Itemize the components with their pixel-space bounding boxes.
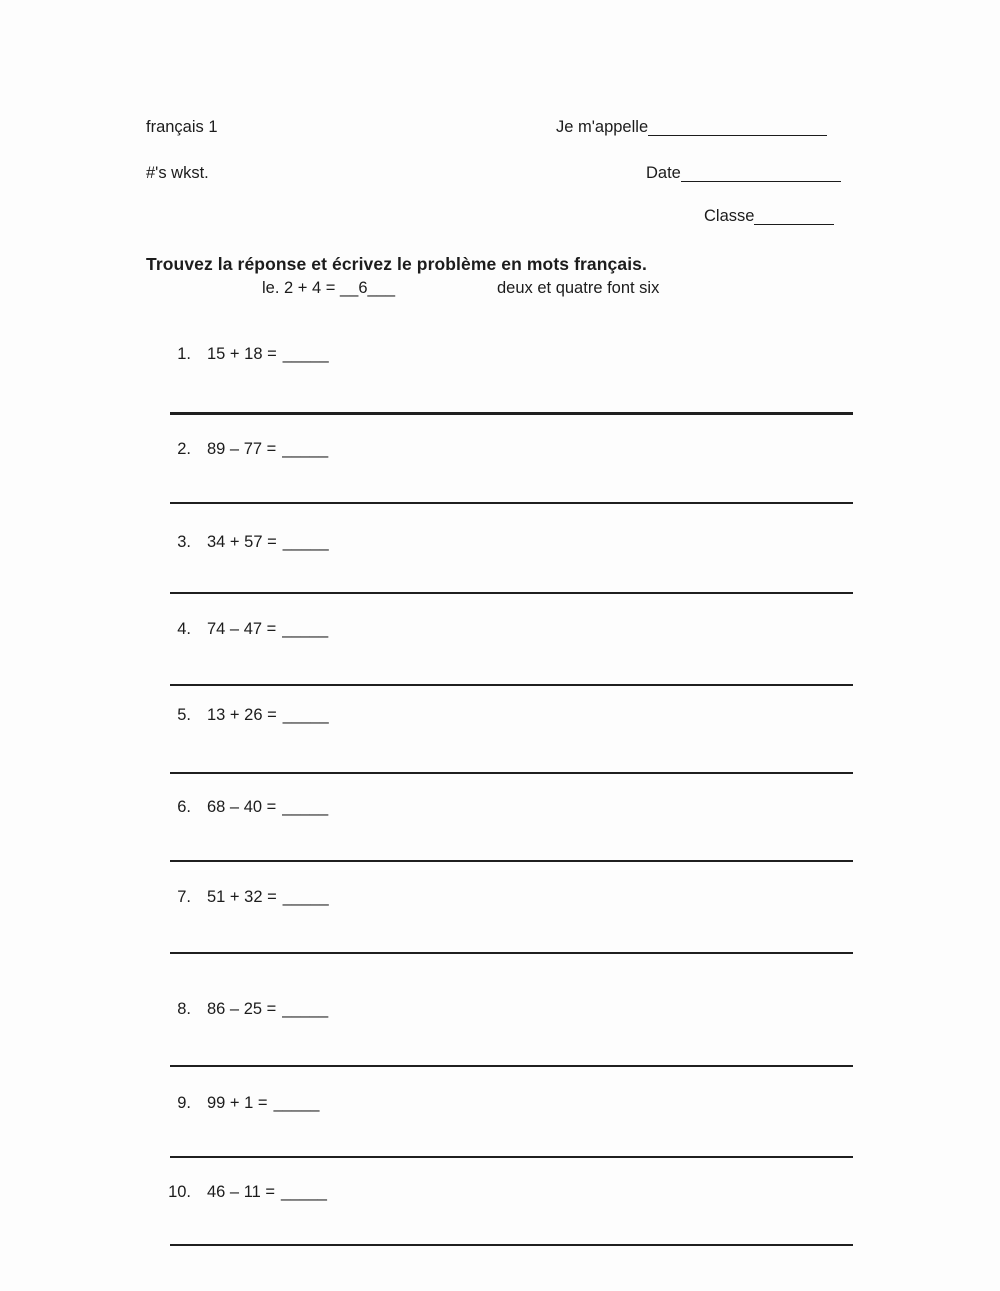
problem-expression: 46 – 11 = [207,1183,276,1201]
problem-expression: 74 – 47 = [207,620,277,638]
example-problem: le. 2 + 4 = __6___ [262,279,396,297]
answer-blank: _____ [282,798,329,816]
class-field [704,207,834,226]
problem-expression: 99 + 1 = [207,1094,268,1112]
problem-row-8 [146,1000,328,1019]
problem-number: 6. [177,798,191,816]
course-label: français 1 [146,118,218,136]
answer-line-7 [170,952,853,954]
problem-expression: 51 + 32 = [207,888,277,906]
answer-line-6 [170,860,853,862]
problem-row-5 [146,706,329,725]
answer-blank: _____ [273,1094,320,1112]
date-blank-line [681,181,841,182]
problem-number: 5. [177,706,191,724]
problem-number: 4. [177,620,191,638]
answer-blank: _____ [282,888,329,906]
answer-line-4 [170,684,853,686]
answer-line-5 [170,772,853,774]
answer-blank: _____ [282,706,329,724]
answer-blank: _____ [282,440,329,458]
problem-row-4 [146,620,328,639]
answer-blank: _____ [282,620,329,638]
answer-line-10 [170,1244,853,1246]
problem-number: 3. [177,533,191,551]
problem-number: 7. [177,888,191,906]
problem-row-1 [146,345,329,364]
answer-blank: _____ [282,345,329,363]
problem-number: 9. [177,1094,191,1112]
problem-expression: 15 + 18 = [207,345,277,363]
answer-blank: _____ [282,1000,329,1018]
name-label: Je m'appelle [556,118,649,136]
problem-expression: 13 + 26 = [207,706,277,724]
date-label: Date [646,164,681,182]
problem-expression: 34 + 57 = [207,533,277,551]
answer-blank: _____ [281,1183,327,1201]
problem-row-7 [146,888,329,907]
answer-line-3 [170,592,853,594]
problem-number: 1. [177,345,191,363]
problem-expression: 86 – 25 = [207,1000,277,1018]
problem-row-10 [146,1183,327,1202]
worksheet-label: #'s wkst. [146,164,209,182]
class-label: Classe [704,207,755,225]
problem-row-3 [146,533,329,552]
answer-line-1 [170,412,853,415]
problem-expression: 89 – 77 = [207,440,277,458]
answer-line-8 [170,1065,853,1067]
instruction-title: Trouvez la réponse et écrivez le problème en mots français. [146,254,647,274]
answer-line-9 [170,1156,853,1158]
problem-expression: 68 – 40 = [207,798,277,816]
answer-blank: _____ [282,533,329,551]
example-answer: deux et quatre font six [497,279,660,297]
problem-number: 2. [177,440,191,458]
answer-line-2 [170,502,853,504]
problem-number: 10. [168,1183,191,1201]
problem-number: 8. [177,1000,191,1018]
class-blank-line [754,224,834,225]
date-field [646,164,841,183]
name-blank-line [648,135,827,136]
problem-row-2 [146,440,328,459]
problem-row-6 [146,798,328,817]
name-field [556,118,827,137]
problem-row-9 [146,1094,319,1113]
